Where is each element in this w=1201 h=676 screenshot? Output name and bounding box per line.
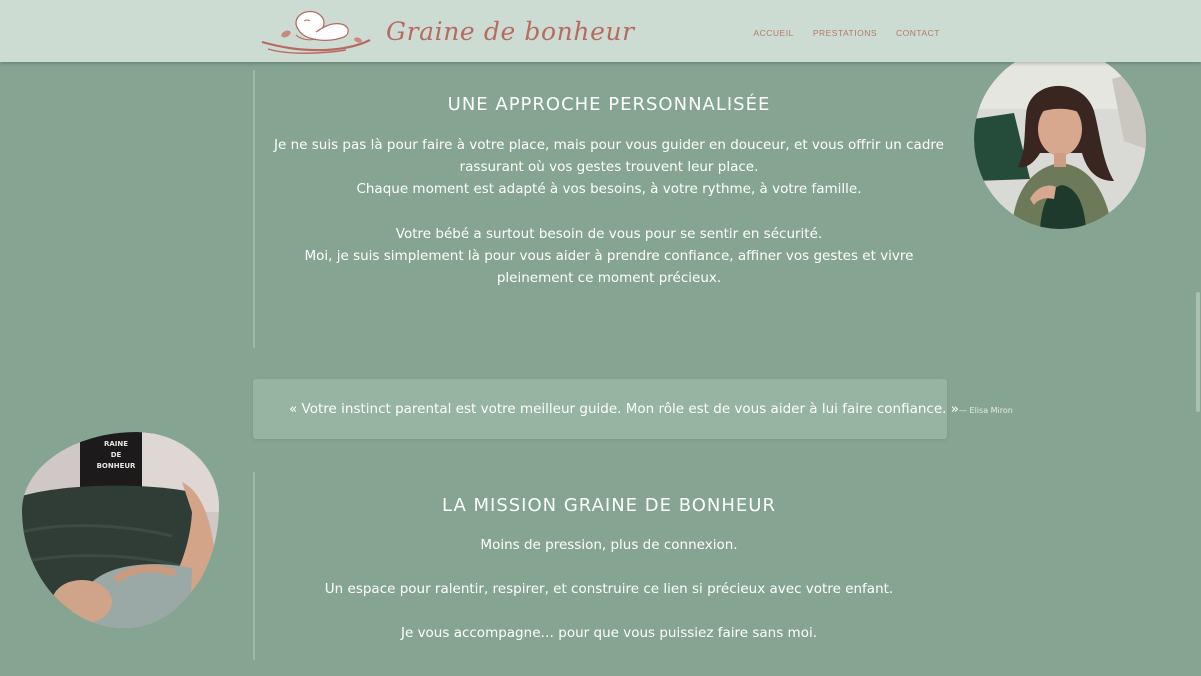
- approach-paragraph-2: [268, 223, 950, 290]
- page-scrollbar[interactable]: [1195, 0, 1201, 676]
- mission-line-3: Je vous accompagne… pour que vous puissiez faire sans moi.: [400, 625, 818, 641]
- nav-link-accueil[interactable]: ACCUEIL: [753, 28, 794, 38]
- mission-line-1: Moins de pression, plus de connexion.: [480, 537, 738, 553]
- nav-link-contact[interactable]: CONTACT: [896, 28, 940, 38]
- scrollbar-thumb[interactable]: [1196, 292, 1200, 412]
- logo[interactable]: [258, 6, 635, 56]
- approach-text-line: Chaque moment est adapté à vos besoins, à votre rythme, à votre famille.: [356, 181, 862, 198]
- baby-photo: [22, 432, 219, 628]
- approach-paragraph-1: [268, 134, 950, 201]
- nav-link-prestations[interactable]: PRESTATIONS: [812, 28, 878, 38]
- photo-sign-line: RAINE: [103, 440, 129, 448]
- photo-sign-line: BONHEUR: [96, 462, 136, 470]
- quote-text-block: [289, 401, 1013, 417]
- testimonial-quote: [253, 379, 1013, 439]
- main-nav: [753, 28, 940, 38]
- baby-photo-illustration: [22, 432, 219, 628]
- mission-title: LA MISSION GRAINE DE BONHEUR: [442, 495, 776, 516]
- section-divider-line: [253, 472, 255, 660]
- quote-author: — Elisa Miron: [958, 406, 1013, 415]
- mission-line-2: Un espace pour ralentir, respirer, et construire ce lien si précieux avec votre enfant.: [324, 581, 894, 597]
- approach-text-line: Moi, je suis simplement là pour vous aider à prendre confiance, affiner vos gestes et vivre pleinement ce moment précieux.: [304, 248, 914, 287]
- portrait-photo: [974, 49, 1146, 229]
- approach-text-line: Je ne suis pas là pour faire à votre place, mais pour vous guider en douceur, et vous offrir un cadre rassurant où vos gestes trouvent leur place.: [274, 137, 944, 176]
- section-divider-line: [253, 70, 255, 348]
- photo-sign-line: DE: [110, 451, 122, 459]
- baby-logo-icon: [258, 6, 376, 54]
- approach-text-line: Votre bébé a surtout besoin de vous pour se sentir en sécurité.: [395, 226, 823, 242]
- portrait-illustration: [974, 49, 1146, 229]
- approach-title: UNE APPROCHE PERSONNALISÉE: [447, 94, 771, 115]
- brand-name: Graine de bonheur: [386, 17, 635, 46]
- site-header: [0, 0, 1201, 62]
- quote-text: « Votre instinct parental est votre meilleur guide. Mon rôle est de vous aider à lui faire confiance. »: [289, 401, 959, 417]
